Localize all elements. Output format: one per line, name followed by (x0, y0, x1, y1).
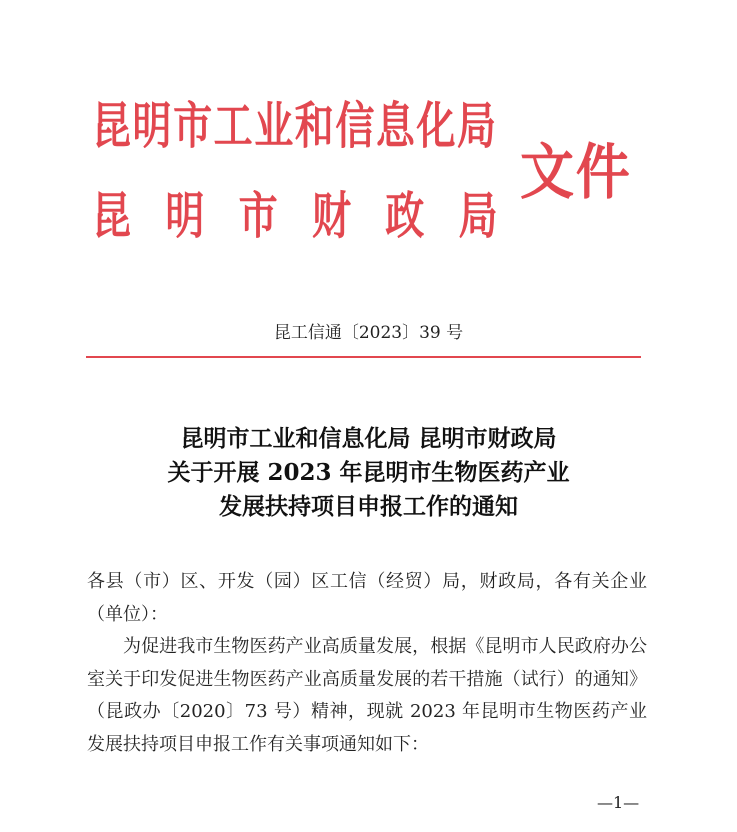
document-number: 昆工信通〔2023〕39 号 (273, 323, 464, 343)
doc-type-label: 文件 (520, 138, 632, 208)
page-number: —1— (597, 793, 640, 812)
document-title (0, 422, 737, 524)
issuer-line-2: 昆明市财政局 (92, 187, 532, 245)
title-line-1: 昆明市工业和信息化局 昆明市财政局 (180, 425, 557, 452)
document-body (87, 566, 647, 761)
red-divider (86, 356, 641, 358)
salutation: 各县（市）区、开发（园）区工信（经贸）局，财政局，各有关企业（单位）： (87, 571, 647, 625)
title-line-2: 关于开展 2023 年昆明市生物医药产业 (167, 459, 570, 486)
paragraph-1: 为促进我市生物医药产业高质量发展，根据《昆明市人民政府办公室关于印发促进生物医药产业高质量发展的若干措施（试行）的通知》（昆政办〔2020〕73 号）精神，现就 2023 年昆明市生物医药产业发展扶持项目申报工作有关事项通知如下： (87, 636, 647, 755)
title-line-3: 发展扶持项目申报工作的通知 (219, 493, 518, 520)
issuer-line-1: 昆明市工业和信息化局 (92, 97, 498, 155)
